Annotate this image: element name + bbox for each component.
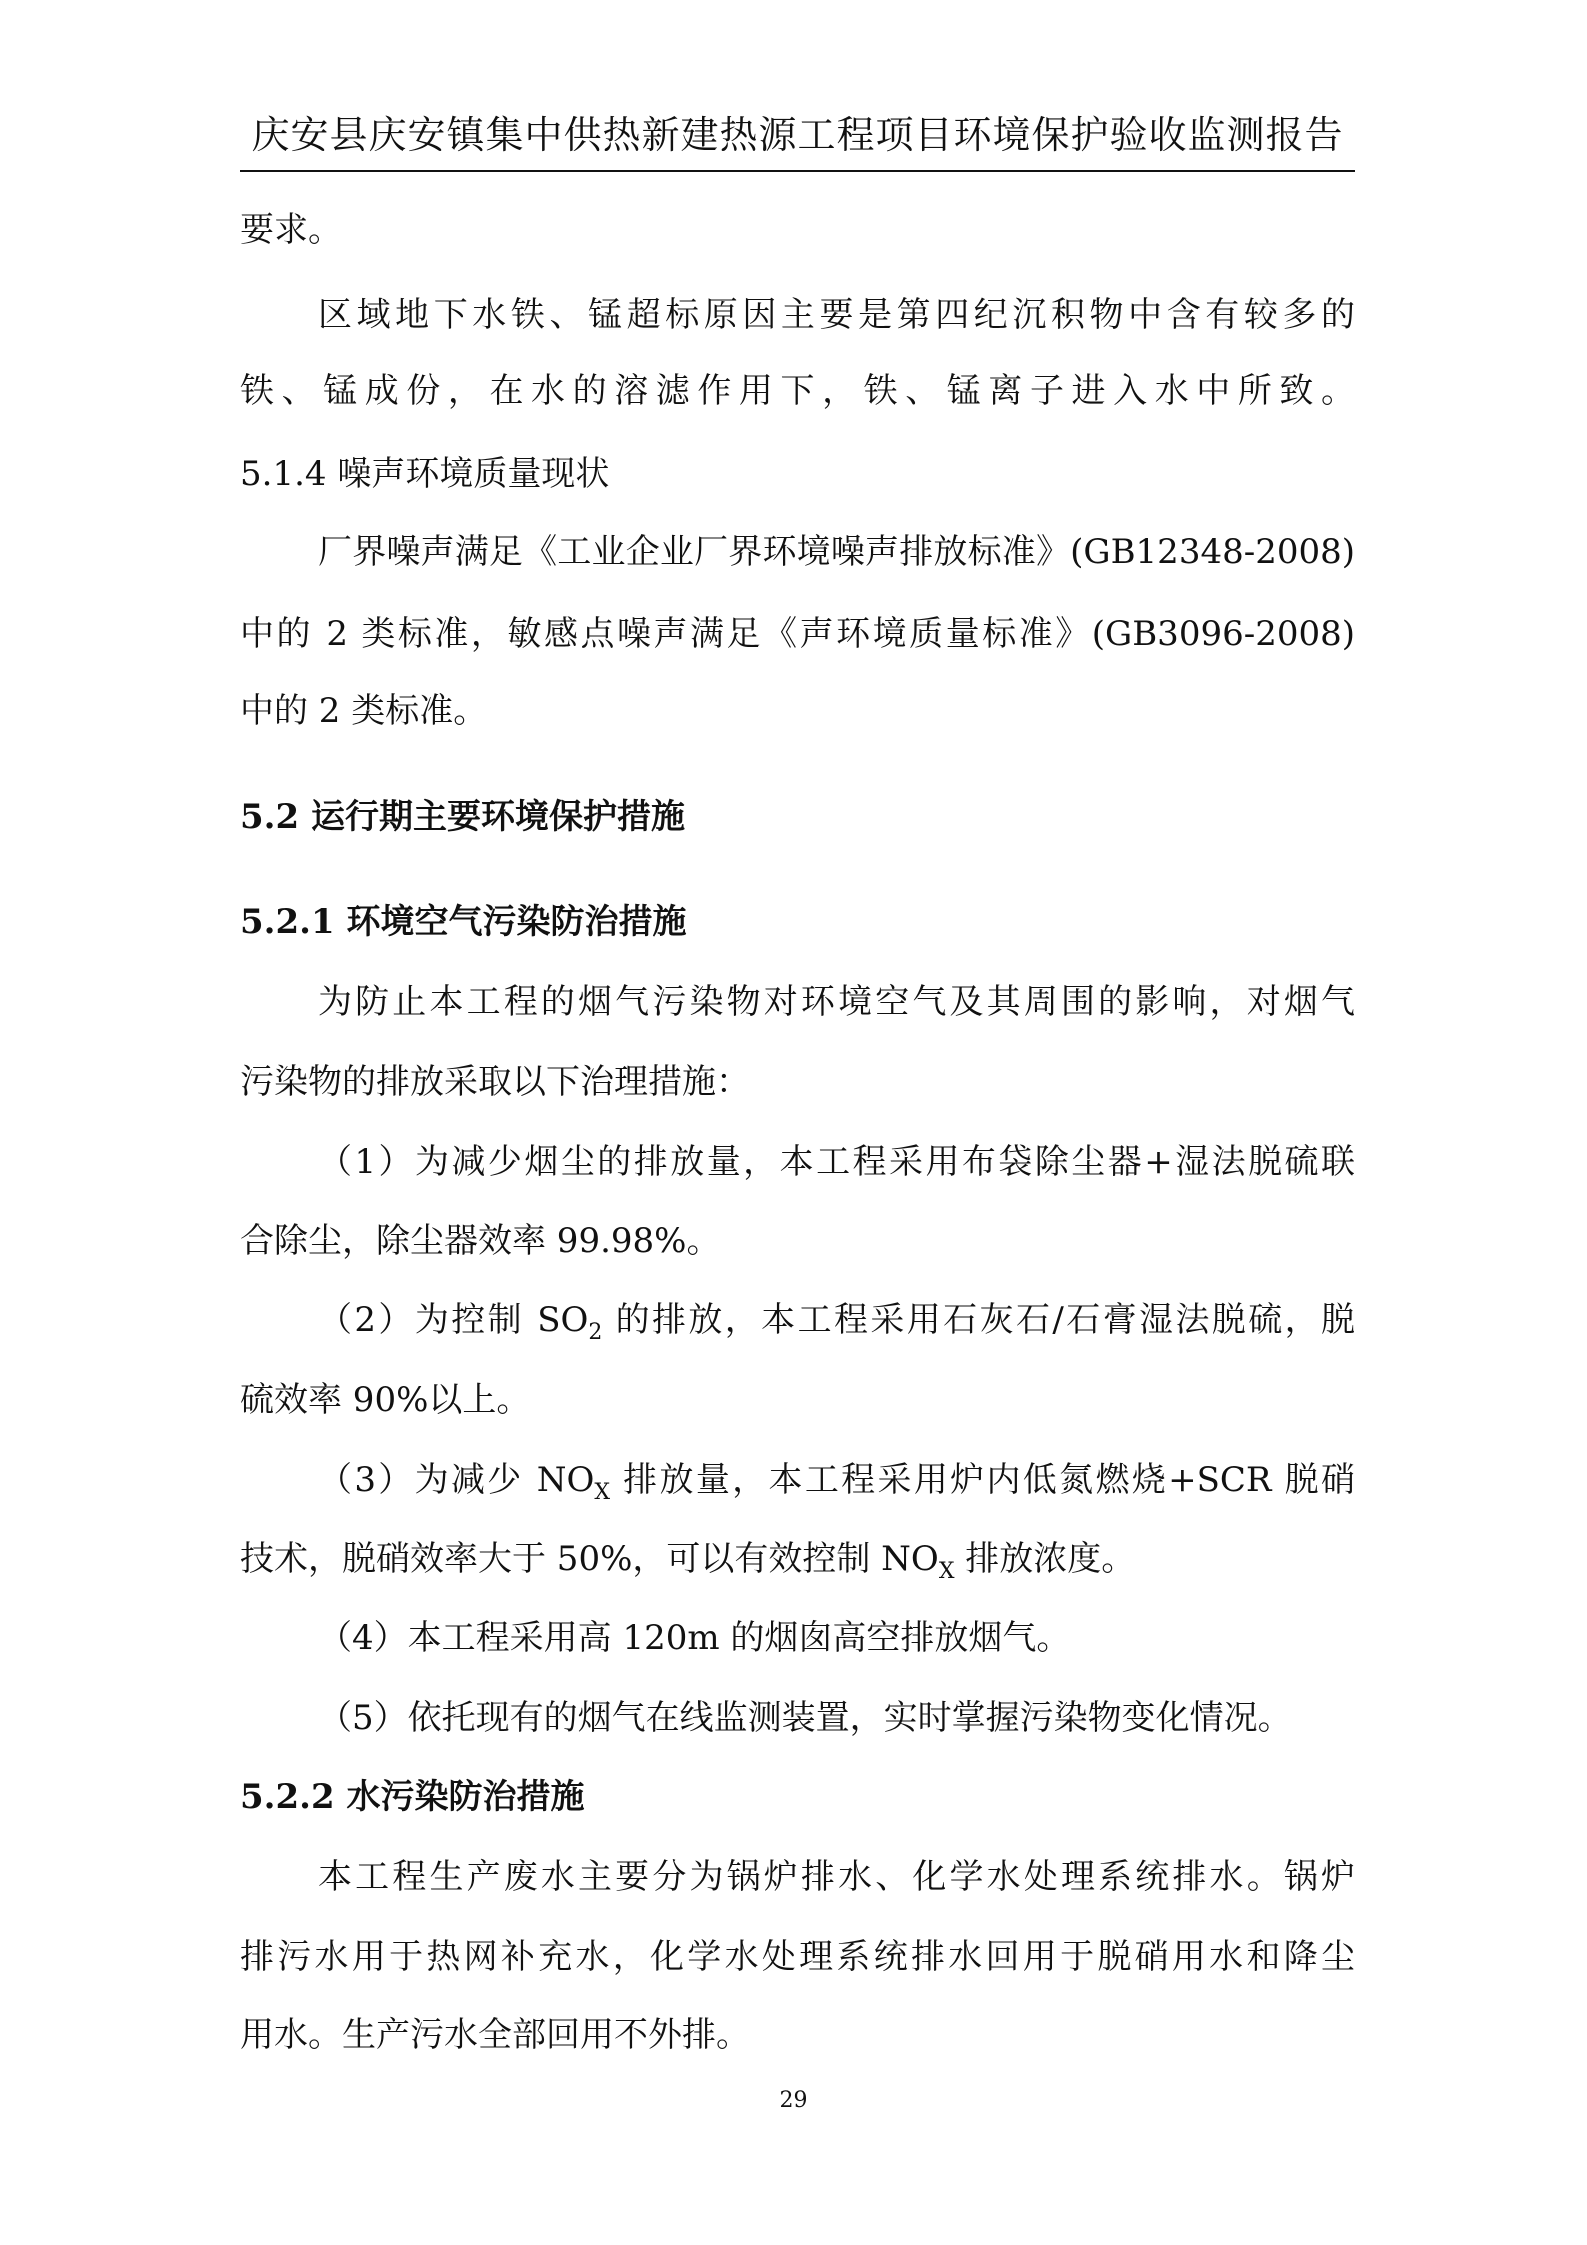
page-number: 29 — [779, 2088, 808, 2113]
text-line: 中的 2 类标准。 — [240, 691, 488, 731]
text-line: 本工程生产废水主要分为锅炉排水、化学水处理系统排水。锅炉 — [318, 1857, 1355, 1897]
section-heading: 5.2.2 水污染防治措施 — [240, 1777, 585, 1817]
text-line: 为防止本工程的烟气污染物对环境空气及其周围的影响，对烟气 — [318, 982, 1355, 1022]
text-fragment: 技术，脱硝效率大于 50%，可以有效控制 NO — [240, 1539, 939, 1579]
section-heading: 5.2 运行期主要环境保护措施 — [240, 797, 685, 837]
text-line: （1）为减少烟尘的排放量，本工程采用布袋除尘器+湿法脱硫联 — [318, 1142, 1355, 1182]
text-fragment: 排放浓度。 — [954, 1539, 1136, 1579]
text-line: 用水。生产污水全部回用不外排。 — [240, 2015, 750, 2055]
text-fragment: 的排放，本工程采用石灰石/石膏湿法脱硫，脱 — [602, 1300, 1355, 1340]
text-fragment: （3）为减少 NO — [318, 1460, 595, 1500]
text-line: 中的 2 类标准，敏感点噪声满足《声环境质量标准》(GB3096-2008) — [240, 614, 1355, 654]
text-line: 污染物的排放采取以下治理措施： — [240, 1062, 750, 1102]
text-line: （4）本工程采用高 120m 的烟囱高空排放烟气。 — [318, 1618, 1071, 1658]
text-line: 合除尘，除尘器效率 99.98%。 — [240, 1221, 721, 1261]
text-line — [240, 1537, 1135, 1594]
text-line: 区域地下水铁、锰超标原因主要是第四纪沉积物中含有较多的 — [318, 295, 1355, 335]
text-line: （5）依托现有的烟气在线监测装置，实时掌握污染物变化情况。 — [318, 1698, 1292, 1738]
section-heading: 5.2.1 环境空气污染防治措施 — [240, 902, 687, 942]
subscript: X — [594, 1479, 611, 1505]
text-line: 铁、锰成份，在水的溶滤作用下，铁、锰离子进入水中所致。 — [240, 371, 1355, 411]
text-line: 排污水用于热网补充水，化学水处理系统排水回用于脱硝用水和降尘 — [240, 1937, 1355, 1977]
text-line — [318, 1458, 1355, 1515]
subsection-heading: 5.1.4 噪声环境质量现状 — [240, 454, 610, 494]
page-header — [240, 108, 1355, 172]
header-title: 庆安县庆安镇集中供热新建热源工程项目环境保护验收监测报告 — [251, 113, 1344, 157]
text-line — [318, 1298, 1355, 1355]
text-line: 厂界噪声满足《工业企业厂界环境噪声排放标准》(GB12348-2008) — [318, 532, 1355, 572]
text-line: 硫效率 90%以上。 — [240, 1380, 531, 1420]
text-fragment: 排放量，本工程采用炉内低氮燃烧+SCR 脱硝 — [610, 1460, 1355, 1500]
subscript: 2 — [588, 1319, 603, 1345]
subscript: X — [938, 1558, 955, 1584]
text-fragment: （2）为控制 SO — [318, 1300, 589, 1340]
text-line: 要求。 — [240, 210, 342, 250]
